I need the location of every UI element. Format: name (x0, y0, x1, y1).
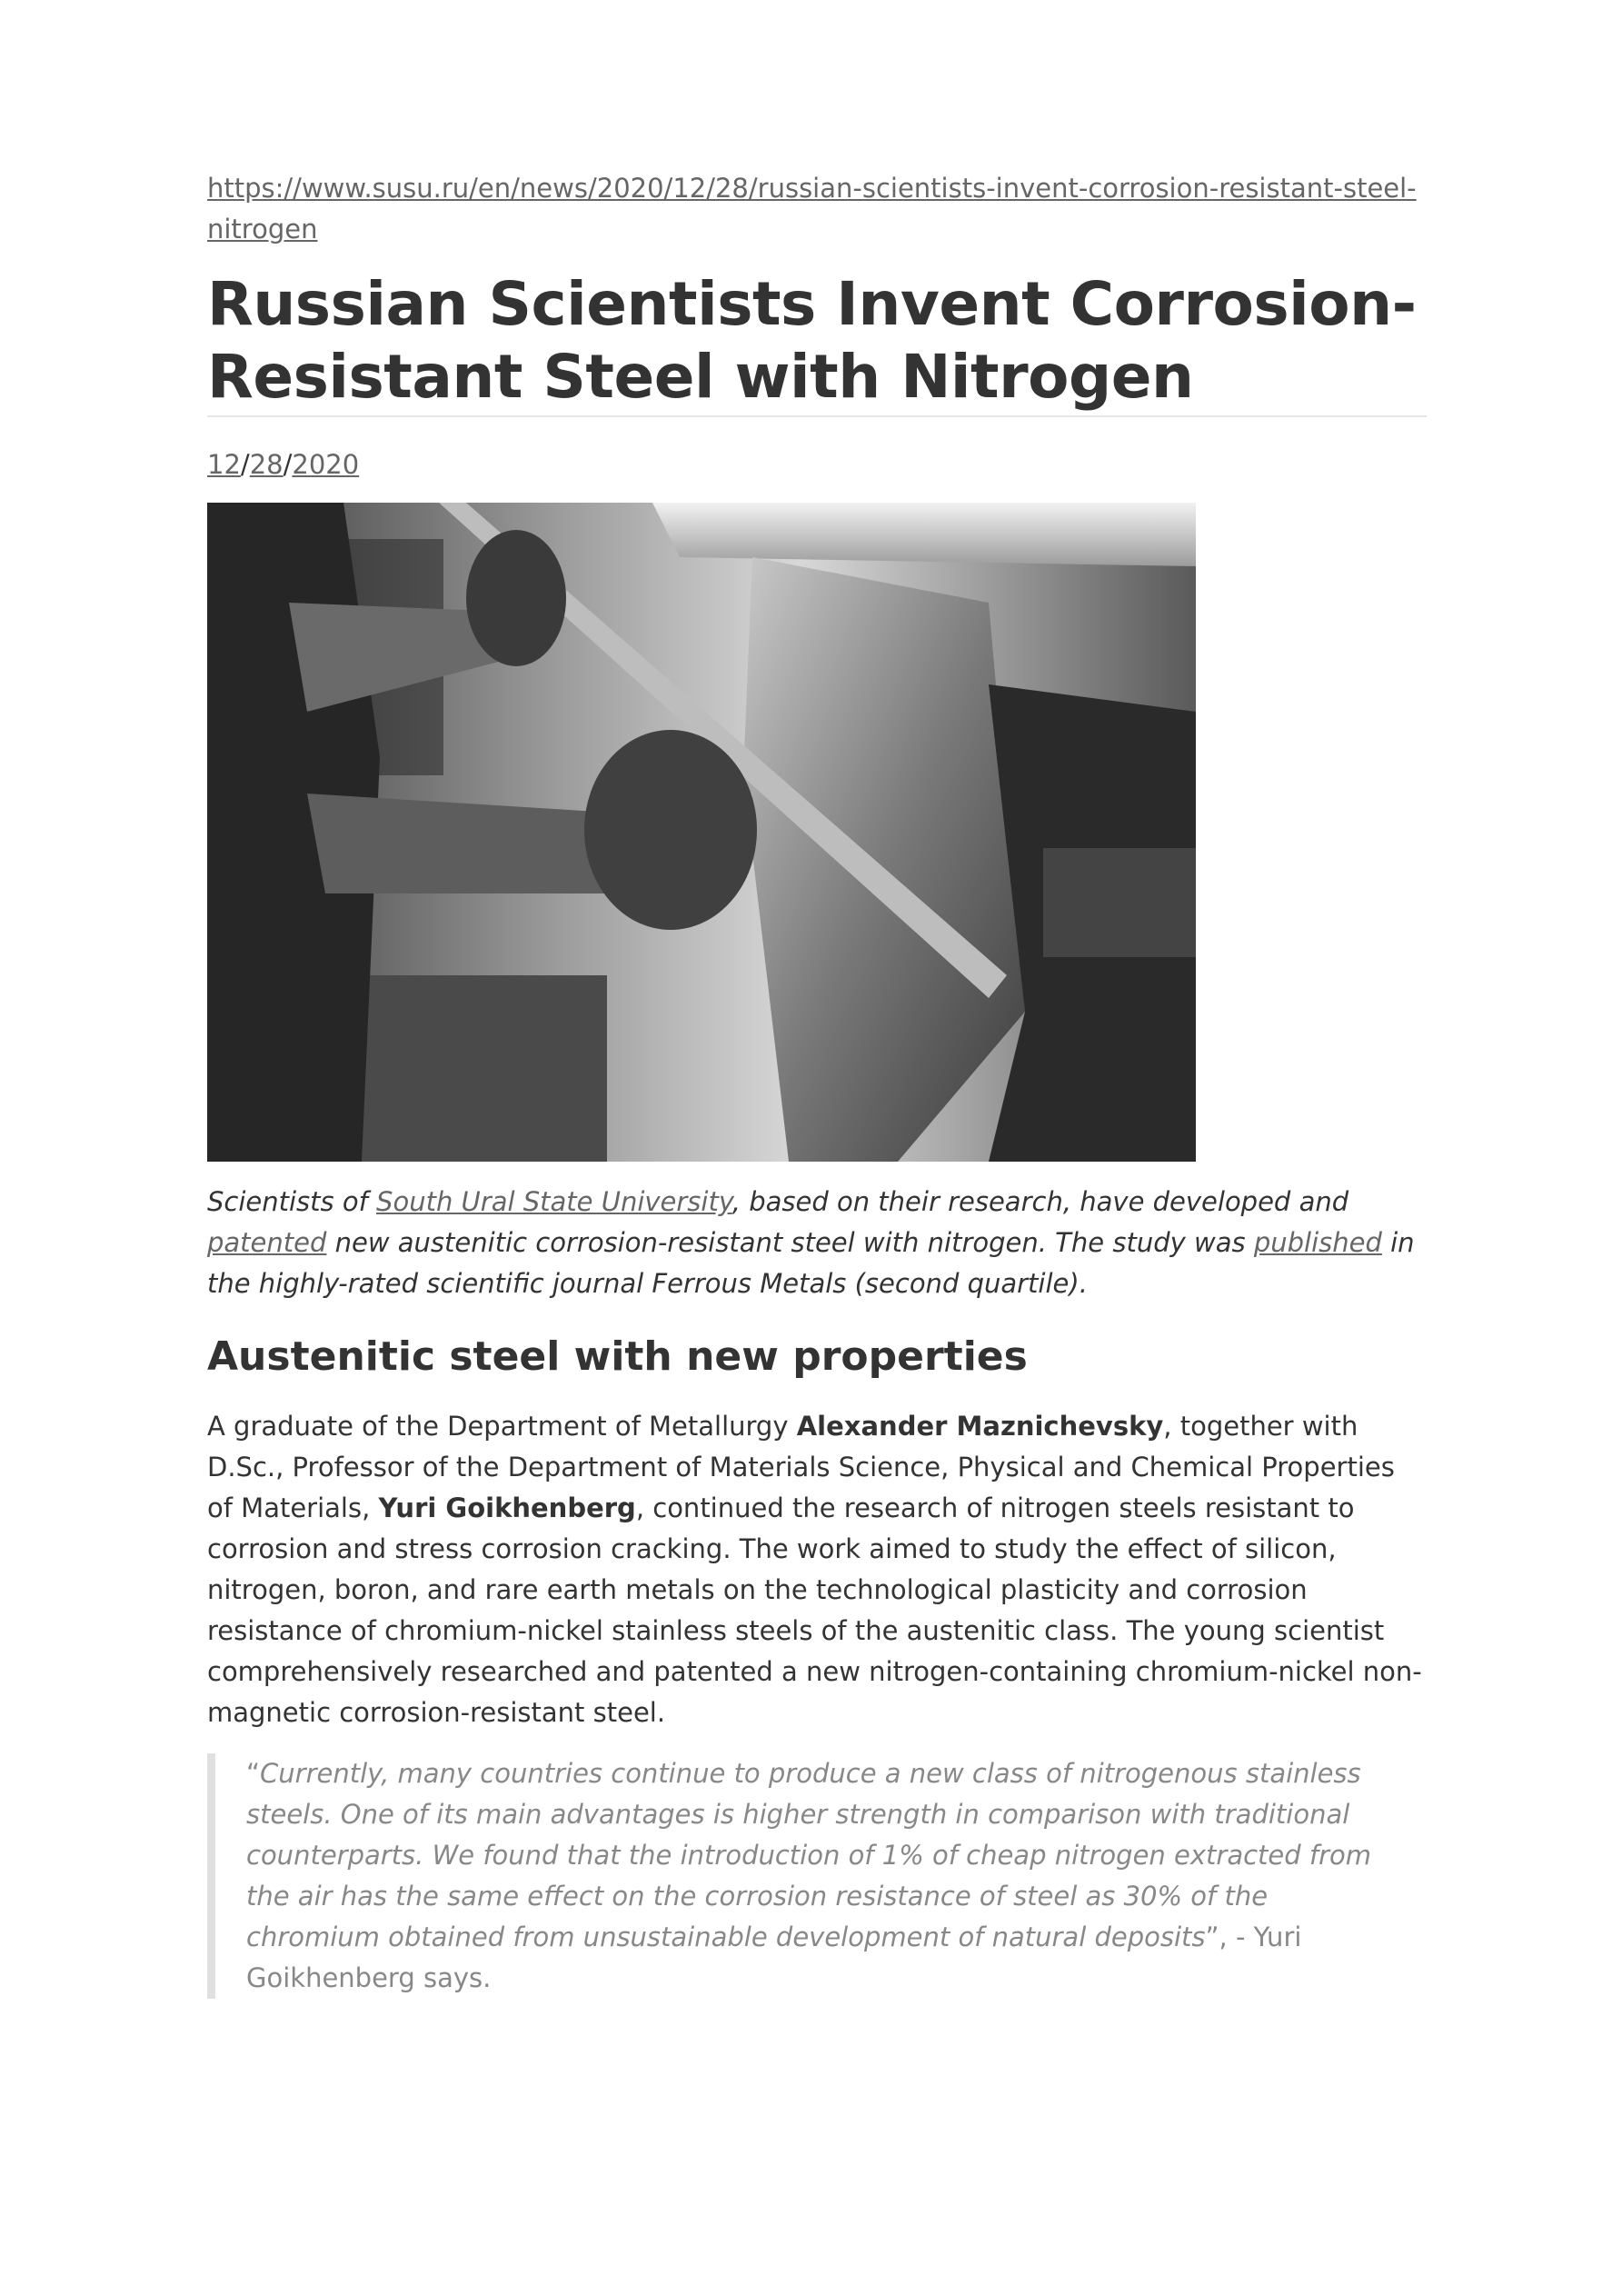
author-name-goikhenberg: Yuri Goikhenberg (378, 1492, 636, 1523)
article-photo (207, 503, 1196, 1162)
paragraph-text: , continued the research of nitrogen steels resistant to corrosion and stress corrosion cracking. The work aimed to study the effect of silicon, nitrogen, boron, and rare earth metals on the technological plasticity and corrosion resistance of chromium-nickel stainless steels of the austenitic class. The young scientist comprehensively researched and patented a new nitrogen-containing chromium-nickel non-magnetic corrosion-resistant steel. (207, 1492, 1422, 1728)
photo-caption (207, 1182, 1427, 1304)
paragraph-text: A graduate of the Department of Metallurgy (207, 1411, 797, 1442)
date-separator: / (240, 449, 250, 480)
date-month-link[interactable]: 12 (207, 449, 241, 480)
goikhenberg-quote (207, 1753, 1427, 1999)
quote-open-mark: “ (246, 1758, 261, 1789)
paragraph-text: , together with D.Sc., Professor of the Department of Materials Science, Physical and Chemical Properties of Materials, (207, 1411, 1395, 1523)
article-paragraph (207, 1406, 1427, 1733)
article-title: Russian Scientists Invent Corrosion-Resistant Steel with Nitrogen (207, 268, 1427, 417)
patented-link[interactable]: patented (207, 1227, 327, 1258)
article-page (207, 168, 1427, 1999)
date-day-link[interactable]: 28 (249, 449, 284, 480)
south-ural-state-university-link[interactable]: South Ural State University (376, 1186, 732, 1217)
date-separator: / (283, 449, 293, 480)
section-heading: Austenitic steel with new properties (207, 1333, 1028, 1380)
caption-text: Scientists of (207, 1186, 377, 1217)
quote-text: Currently, many countries continue to produce a new class of nitrogenous stainless steels. One of its main advantages is higher strength in comparison with traditional counterparts. We found that the introduction of 1% of cheap nitrogen extracted from the air has the same effect on the corrosion resistance of steel as 30% of the chromium obtained from unsustainable development of natural deposits (246, 1758, 1371, 1952)
date-year-link[interactable]: 2020 (292, 449, 360, 480)
author-name-maznichevsky: Alexander Maznichevsky (796, 1411, 1164, 1442)
published-link[interactable]: published (1253, 1227, 1382, 1258)
caption-text: new austenitic corrosion-resistant steel with nitrogen. The study was (326, 1227, 1254, 1258)
source-url-link[interactable]: https://www.susu.ru/en/news/2020/12/28/russian-scientists-invent-corrosion-resistant-steel-nitrogen (207, 173, 1417, 245)
caption-text: , based on their research, have developed and (731, 1186, 1349, 1217)
caption-text: in the highly-rated scientific journal Ferrous Metals (second quartile). (207, 1227, 1415, 1299)
quote-attribution: ”, - Yuri Goikhenberg says. (246, 1922, 1302, 1993)
article-date (207, 446, 1427, 483)
